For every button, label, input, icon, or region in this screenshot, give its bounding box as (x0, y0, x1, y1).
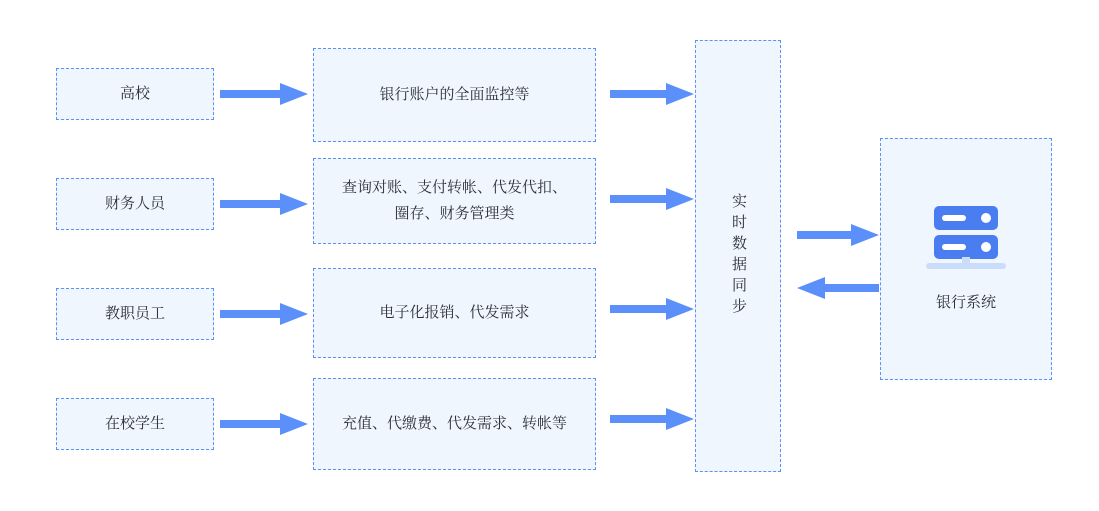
role-node-1[interactable] (56, 68, 214, 120)
server-icon (924, 202, 1008, 276)
detail-line: 电子化报销、代发需求 (379, 304, 530, 321)
detail-node-2[interactable] (313, 158, 596, 244)
role-label: 高校 (119, 85, 150, 102)
detail-line: 充值、代缴费、代发需求、转帐等 (341, 415, 567, 432)
role-node-3[interactable] (56, 288, 214, 340)
arrow-detail-to-sync-2 (610, 186, 694, 212)
sync-node[interactable] (695, 40, 781, 472)
arrow-detail-to-sync-1 (610, 81, 694, 107)
bank-system-node[interactable] (880, 138, 1052, 380)
detail-line: 银行账户的全面监控等 (379, 86, 530, 103)
arrow-sync-to-bank (797, 222, 879, 248)
arrow-bank-to-sync (797, 275, 879, 301)
detail-node-1[interactable] (313, 48, 596, 142)
role-node-4[interactable] (56, 398, 214, 450)
role-label: 教职员工 (104, 305, 165, 322)
detail-node-4[interactable] (313, 378, 596, 470)
role-label: 在校学生 (104, 415, 165, 432)
detail-node-3[interactable] (313, 268, 596, 358)
arrow-role-to-detail-3 (220, 301, 308, 327)
sync-label: 实时数据同步 (730, 193, 747, 319)
arrow-detail-to-sync-4 (610, 406, 694, 432)
detail-line: 查询对账、支付转帐、代发代扣、 (341, 179, 567, 196)
arrow-role-to-detail-2 (220, 191, 308, 217)
arrow-role-to-detail-1 (220, 81, 308, 107)
arrow-detail-to-sync-3 (610, 296, 694, 322)
role-label: 财务人员 (104, 195, 165, 212)
bank-system-label: 银行系统 (935, 294, 996, 311)
detail-line: 圈存、财务管理类 (394, 205, 515, 222)
role-node-2[interactable] (56, 178, 214, 230)
arrow-role-to-detail-4 (220, 411, 308, 437)
